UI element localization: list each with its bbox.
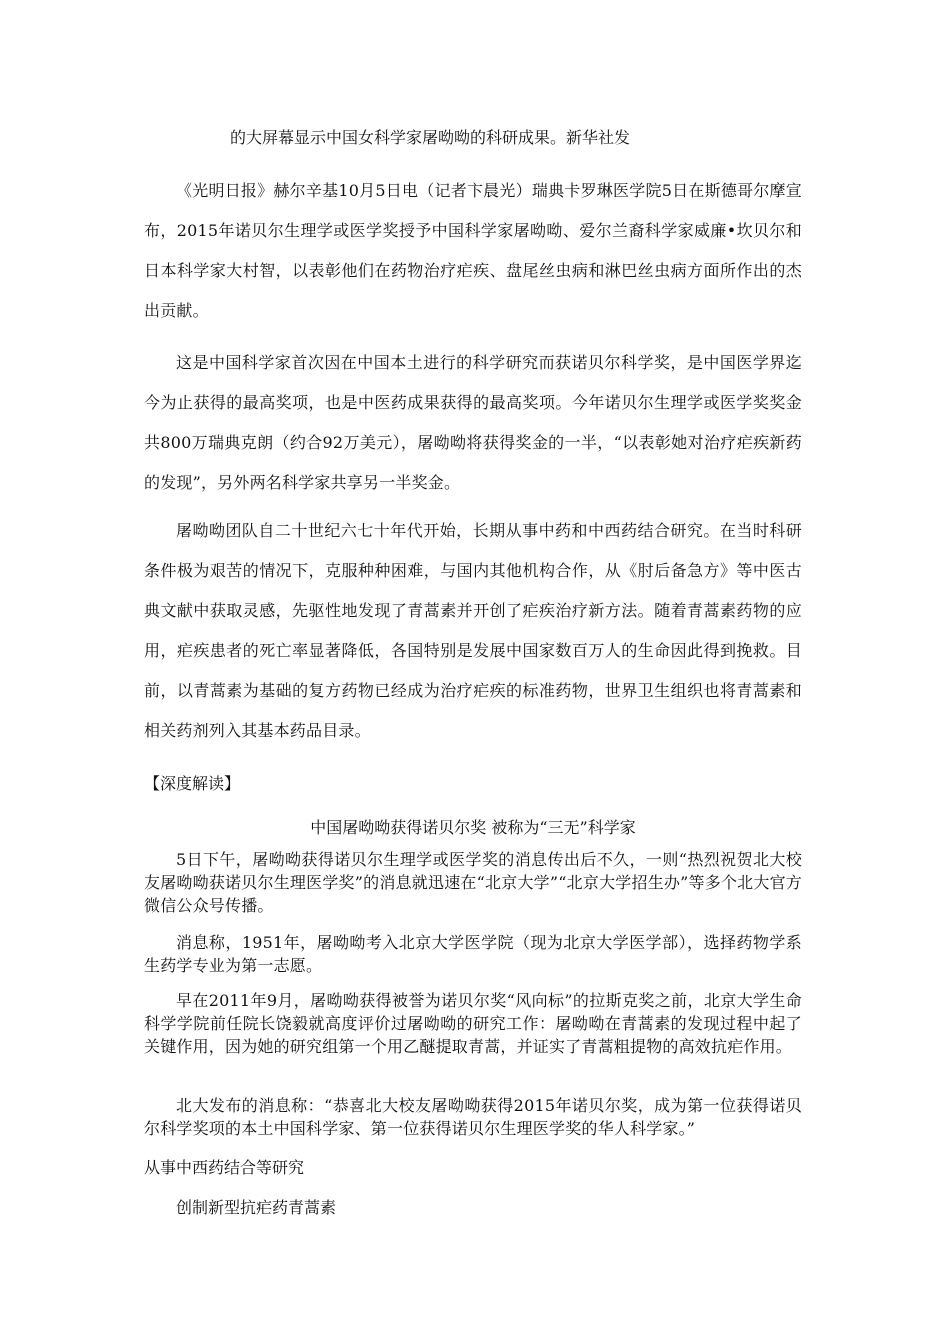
- photo-caption: 的大屏幕显示中国女科学家屠呦呦的科研成果。新华社发: [230, 128, 631, 147]
- section-heading: 从事中西药结合等研究: [144, 1158, 305, 1177]
- paragraph-first-award: 这是中国科学家首次因在中国本土进行的科学研究而获诺贝尔科学奖，是中国医学界迄今为止获得的最高奖项，也是中医药成果获得的最高奖项。今年诺贝尔生理学或医学奖奖金共800万瑞典克朗（约合92万美元），屠呦呦将获得奖金的一半，“以表彰她对治疗疟疾新药的发现”，另外两名科学家共享另一半奖金。: [144, 353, 802, 492]
- deep-reading-heading: 【深度解读】: [144, 774, 241, 793]
- paragraph-research-team: 屠呦呦团队自二十世纪六七十年代开始，长期从事中药和中西药结合研究。在当时科研条件极为艰苦的情况下，克服种种困难，与国内其他机构合作，从《肘后备急方》等中医古典文献中获取灵感，先驱性地发现了青蒿素并开创了疟疾治疗新方法。随着青蒿素药物的应用，疟疾患者的死亡率显著降低，各国特别是发展中国家数百万人的生命因此得到挽救。目前，以青蒿素为基础的复方药物已经成为治疗疟疾的标准药物，世界卫生组织也将青蒿素和相关药剂列入其基本药品目录。: [144, 521, 802, 740]
- article-paragraph-evaluation: 早在2011年9月，屠呦呦获得被誉为诺贝尔奖“风向标”的拉斯克奖之前，北京大学生命科学学院前任院长饶毅就高度评价过屠呦呦的研究工作：屠呦呦在青蒿素的发现过程中起了关键作用，因为她的研究组第一个用乙醚提取青蒿，并证实了青蒿粗提物的高效抗疟作用。: [144, 991, 802, 1056]
- section-subheading: 创制新型抗疟药青蒿素: [176, 1198, 337, 1217]
- article-title: 中国屠呦呦获得诺贝尔奖 被称为“三无”科学家: [310, 818, 636, 837]
- paragraph-announcement: 《光明日报》赫尔辛基10月5日电（记者卞晨光）瑞典卡罗琳医学院5日在斯德哥尔摩宣布，2015年诺贝尔生理学或医学奖授予中国科学家屠呦呦、爱尔兰裔科学家威廉•坎贝尔和日本科学家大村智，以表彰他们在药物治疗疟疾、盘尾丝虫病和淋巴丝虫病方面所作出的杰出贡献。: [144, 181, 802, 320]
- article-paragraph-news: 5日下午，屠呦呦获得诺贝尔生理学或医学奖的消息传出后不久，一则“热烈祝贺北大校友屠呦呦获诺贝尔生理医学奖”的消息就迅速在“北京大学”“北京大学招生办”等多个北大官方微信公众号传播。: [144, 850, 802, 915]
- article-paragraph-congratulations: 北大发布的消息称：“恭喜北大校友屠呦呦获得2015年诺贝尔奖，成为第一位获得诺贝尔科学奖项的本土中国科学家、第一位获得诺贝尔生理医学奖的华人科学家。”: [144, 1096, 802, 1138]
- article-paragraph-admission: 消息称，1951年，屠呦呦考入北京大学医学院（现为北京大学医学部），选择药物学系生药学专业为第一志愿。: [144, 933, 802, 975]
